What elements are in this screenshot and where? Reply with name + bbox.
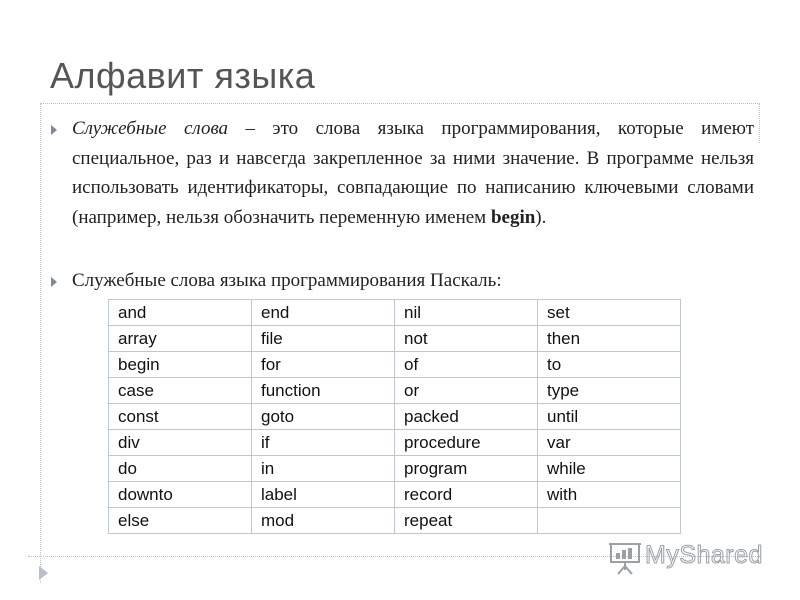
bullet-arrow-icon <box>51 125 57 135</box>
table-cell: nil <box>395 300 538 326</box>
table-cell: while <box>538 456 681 482</box>
table-cell: procedure <box>395 430 538 456</box>
page-title: Алфавит языка <box>50 55 316 96</box>
table-cell: div <box>109 430 252 456</box>
table-cell: to <box>538 352 681 378</box>
table-row <box>109 430 681 456</box>
table-cell: case <box>109 378 252 404</box>
table-cell <box>538 508 681 534</box>
table-row <box>109 456 681 482</box>
table-cell: goto <box>252 404 395 430</box>
table-cell: and <box>109 300 252 326</box>
table-cell: record <box>395 482 538 508</box>
table-cell: for <box>252 352 395 378</box>
right-border-line <box>759 103 760 143</box>
table-cell: or <box>395 378 538 404</box>
table-cell: mod <box>252 508 395 534</box>
table-cell: type <box>538 378 681 404</box>
table-row <box>109 404 681 430</box>
table-row <box>109 482 681 508</box>
bullet-paragraph-1 <box>72 114 754 232</box>
watermark-logo <box>607 537 767 577</box>
table-cell: until <box>538 404 681 430</box>
table-cell: end <box>252 300 395 326</box>
table-cell: program <box>395 456 538 482</box>
table-cell: begin <box>109 352 252 378</box>
title-divider <box>40 103 760 104</box>
left-border-line <box>40 103 41 583</box>
table-cell: else <box>109 508 252 534</box>
table-cell: if <box>252 430 395 456</box>
bullet-text-after-bold: ). <box>535 206 547 228</box>
table-row <box>109 326 681 352</box>
watermark-text: MyShared <box>645 541 763 569</box>
presentation-board-icon <box>607 540 643 576</box>
bullet-arrow-icon <box>51 277 57 287</box>
table-cell: array <box>109 326 252 352</box>
table-cell: file <box>252 326 395 352</box>
bullet-paragraph-2: Служебные слова языка программирования Паскаль: <box>72 270 502 291</box>
table-cell: of <box>395 352 538 378</box>
table-cell: const <box>109 404 252 430</box>
table-cell: function <box>252 378 395 404</box>
table-cell: in <box>252 456 395 482</box>
table-cell: var <box>538 430 681 456</box>
bullet-bold-keyword: begin <box>490 206 536 228</box>
table-cell: not <box>395 326 538 352</box>
table-row <box>109 300 681 326</box>
table-cell: label <box>252 482 395 508</box>
table-row <box>109 352 681 378</box>
table-cell: with <box>538 482 681 508</box>
table-cell: then <box>538 326 681 352</box>
table-cell: do <box>109 456 252 482</box>
slide-nav-arrow-icon[interactable] <box>39 566 48 580</box>
table-row <box>109 378 681 404</box>
bullet-text-before-bold: – это слова языка программирования, которые имеют специальное, раз и навсегда закрепленное за ними значение. В программе нельзя использовать идентификаторы, совпадающие по написанию ключевыми словами (например, нельзя обозначить переменную именем <box>72 118 755 228</box>
keywords-table <box>108 299 681 534</box>
table-row <box>109 508 681 534</box>
table-cell: set <box>538 300 681 326</box>
table-cell: repeat <box>395 508 538 534</box>
table-cell: downto <box>109 482 252 508</box>
bullet-italic-lead: Служебные слова <box>72 118 229 139</box>
table-cell: packed <box>395 404 538 430</box>
